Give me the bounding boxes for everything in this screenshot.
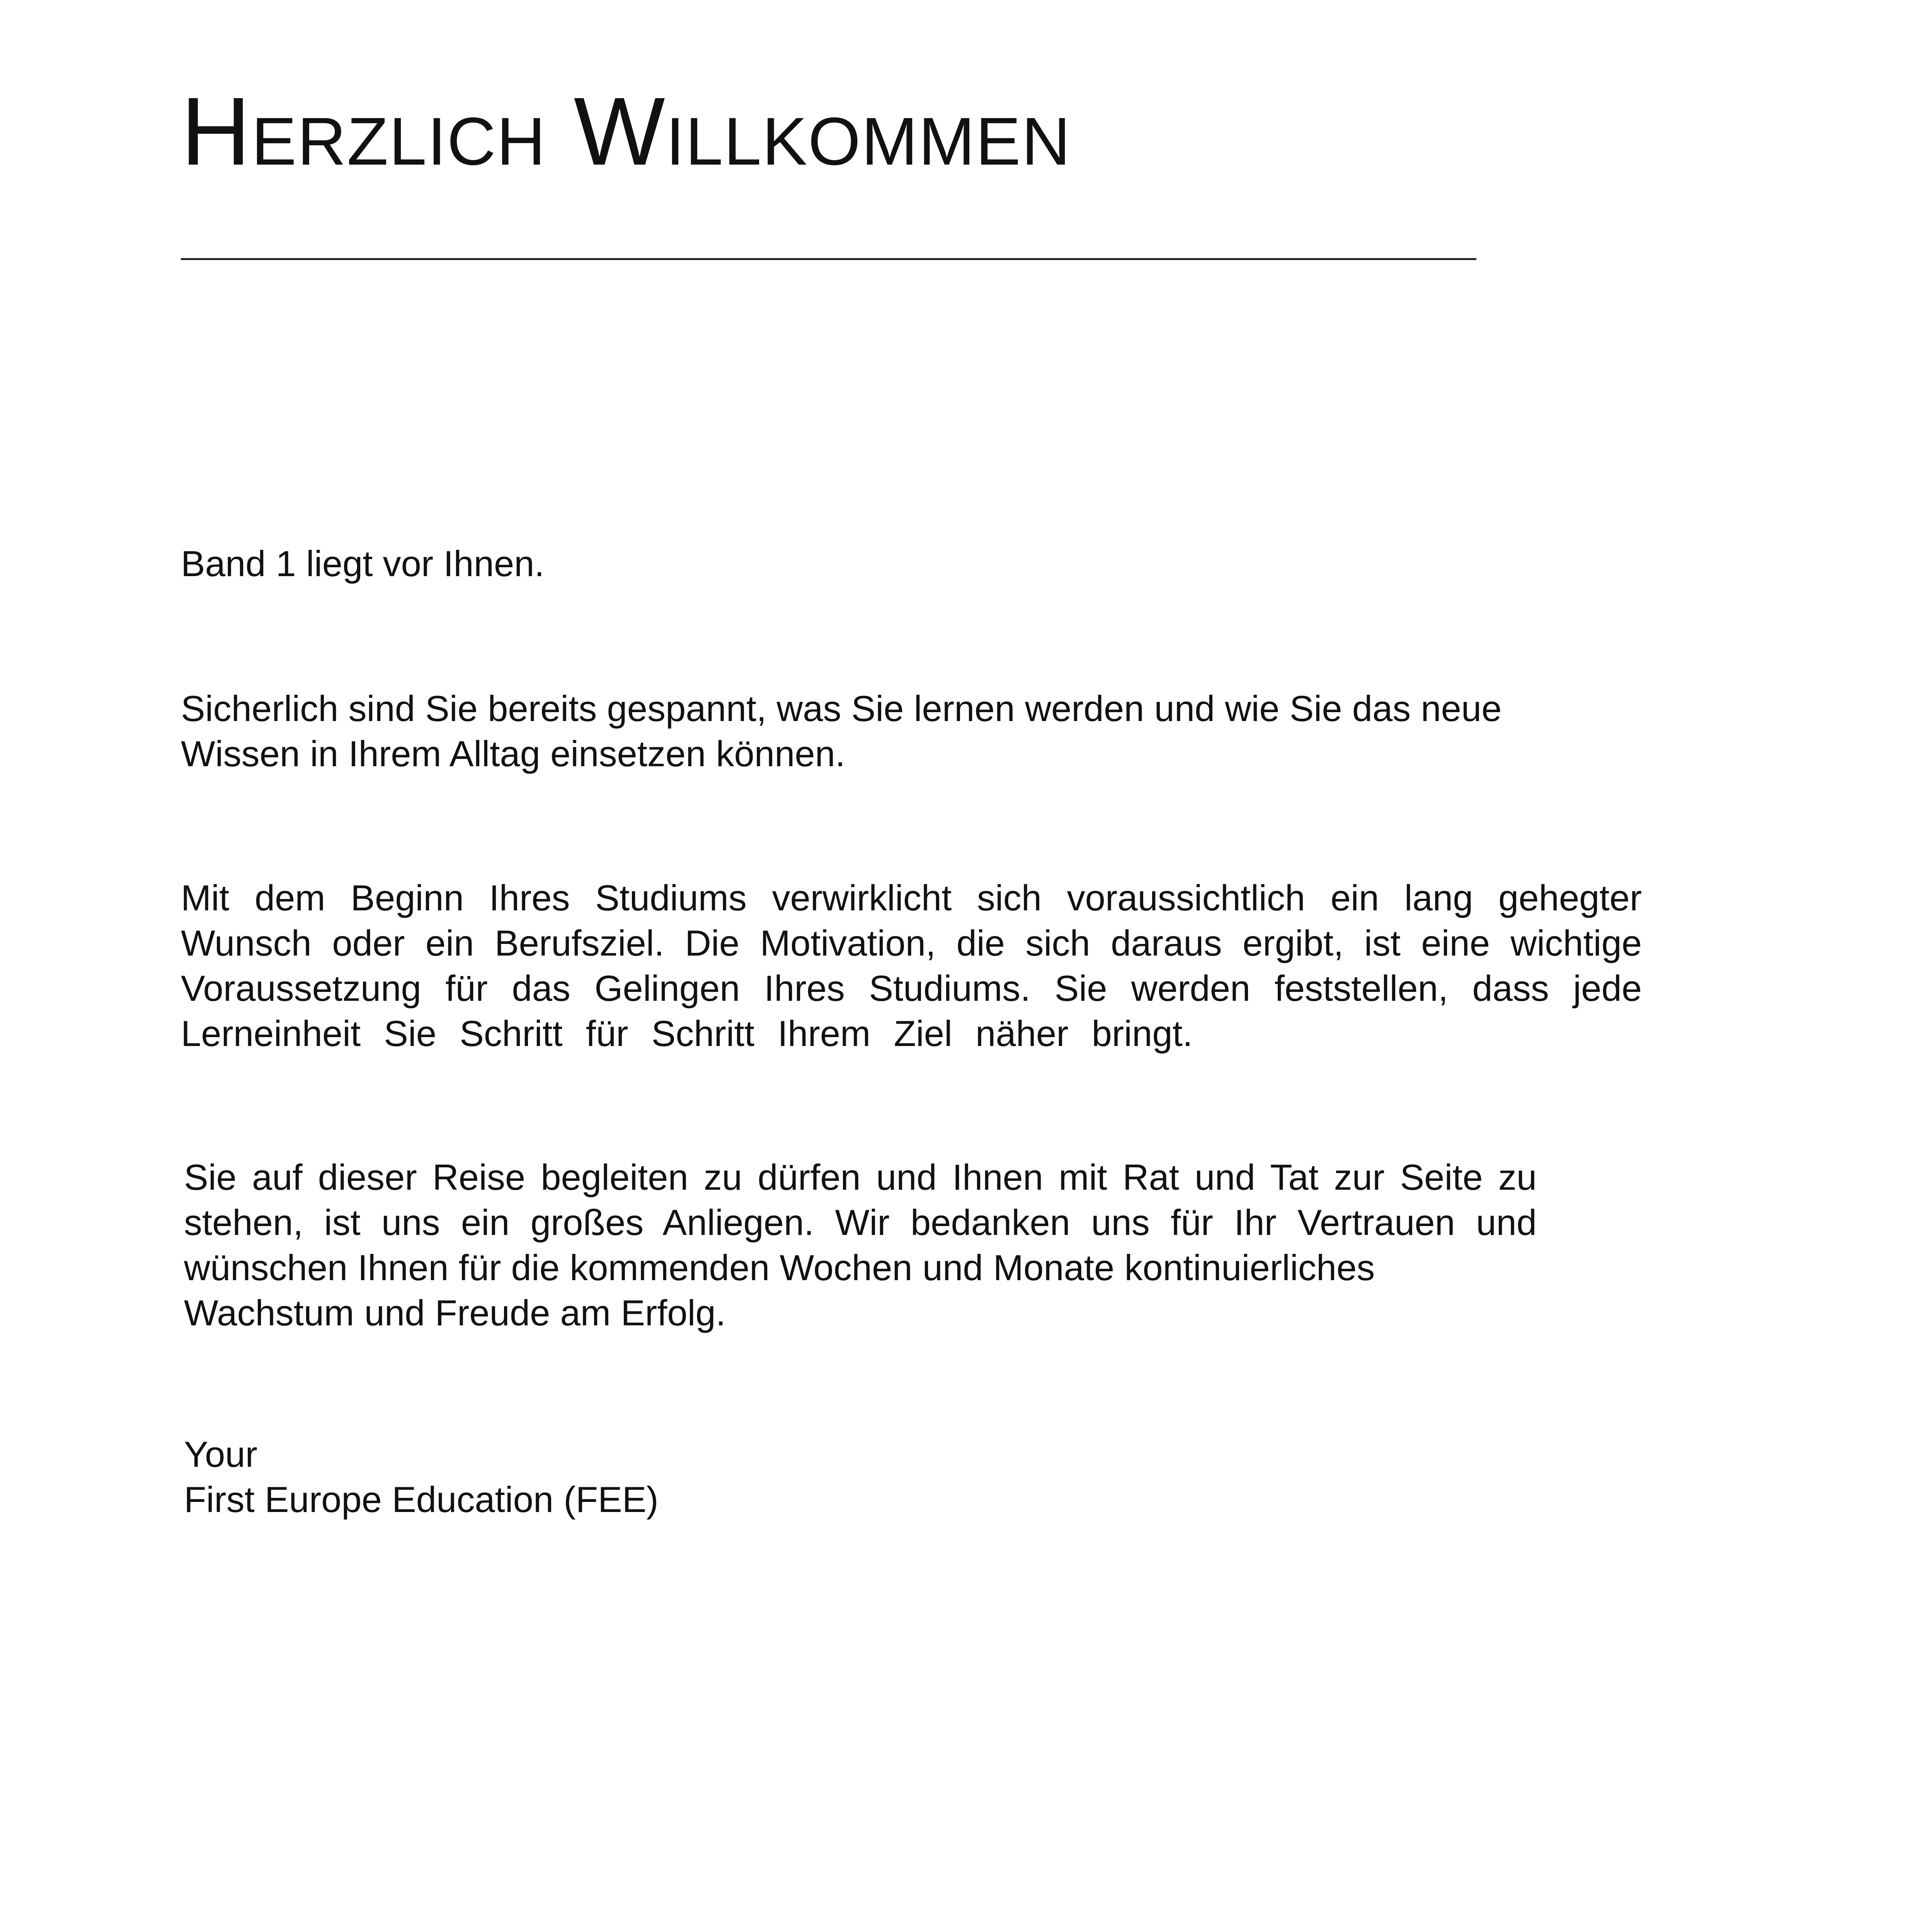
page-title: Herzlich Willkommen (181, 77, 1071, 185)
paragraph-line: Wissen in Ihrem Alltag einsetzen können. (181, 733, 846, 774)
paragraph-support (184, 1155, 1537, 1335)
paragraph-motivation (181, 875, 1642, 1056)
paragraph-line: Wunsch oder ein Berufsziel. Die Motivation, die sich daraus ergibt, ist eine wichtige (181, 923, 1642, 963)
paragraph-expectation (181, 686, 1642, 776)
title-divider (181, 258, 1476, 260)
paragraph-line: Wachstum und Freude am Erfolg. (184, 1293, 726, 1333)
paragraph-line: Lerneinheit Sie Schritt für Schritt Ihrem Ziel näher bringt. (181, 1013, 1193, 1054)
closing-signature (184, 1432, 1645, 1522)
intro-paragraph: Band 1 liegt vor Ihnen. (181, 543, 545, 584)
closing-salutation: Your (184, 1434, 257, 1475)
closing-organization: First Europe Education (FEE) (184, 1479, 659, 1520)
paragraph-line: stehen, ist uns ein großes Anliegen. Wir bedanken uns für Ihr Vertrauen und (184, 1202, 1537, 1243)
paragraph-line: Sie auf dieser Reise begleiten zu dürfen und Ihnen mit Rat und Tat zur Seite zu (184, 1157, 1537, 1197)
paragraph-line: wünschen Ihnen für die kommenden Wochen und Monate kontinuierliches (184, 1247, 1375, 1288)
paragraph-line: Mit dem Beginn Ihres Studiums verwirklicht sich voraussichtlich ein lang gehegter (181, 878, 1642, 918)
paragraph-line: Sicherlich sind Sie bereits gespannt, was Sie lernen werden und wie Sie das neue (181, 688, 1502, 729)
paragraph-line: Voraussetzung für das Gelingen Ihres Studiums. Sie werden feststellen, dass jede (181, 968, 1642, 1009)
